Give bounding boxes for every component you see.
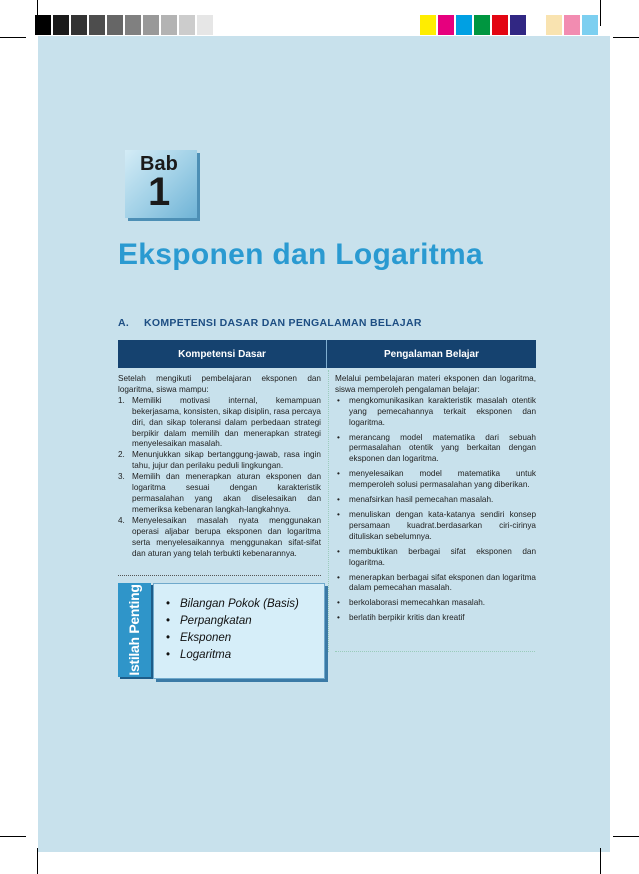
crop-mark [0,836,26,837]
kompetensi-item [118,516,321,560]
item-text: berlatih berpikir kritis dan kreatif [349,613,465,623]
color-swatch [528,15,544,35]
istilah-text: Perpangkatan [180,615,252,627]
item-number: 3. [118,472,125,482]
item-number: 2. [118,450,125,460]
header-pengalaman-belajar: Pengalaman Belajar [383,348,480,360]
istilah-item [166,630,299,647]
gray-swatch [53,15,69,35]
color-swatch [438,15,454,35]
section-heading [118,317,422,329]
bullet-icon: • [166,649,171,661]
istilah-item [166,596,299,613]
crop-mark [613,37,639,38]
pengalaman-item [335,495,536,506]
color-swatch [546,15,562,35]
pengalaman-item [335,613,536,624]
gray-swatch [161,15,177,35]
gray-swatch [179,15,195,35]
item-text: menuliskan dengan kata-katanya sendiri konsep persamaan kuadrat.berdasarkan ciri-cirinya dituliskan sebelumnya. [349,509,536,541]
column-separator [118,575,321,576]
column-end-line [335,651,535,652]
item-text: menafsirkan hasil pemecahan masalah. [349,495,494,505]
istilah-text: Eksponen [180,632,232,644]
crop-mark [613,836,639,837]
header-kompetensi-dasar: Kompetensi Dasar [118,340,327,368]
bullet-icon: • [337,432,340,442]
gray-swatch [89,15,105,35]
istilah-penting-box [153,583,325,679]
kompetensi-list [118,396,321,560]
istilah-text: Logaritma [180,649,232,661]
crop-mark [600,848,601,874]
kompetensi-dasar-column [118,374,321,559]
item-text: menerapkan berbagai sifat eksponen dan logaritma dalam pemecahan masalah. [349,572,536,593]
kompetensi-intro: Setelah mengikuti pembelajaran eksponen dan logaritma, siswa mampu: [118,374,321,394]
istilah-penting-tab [118,583,151,677]
item-text: mengkomunikasikan karakteristik masalah otentik yang pemecahannya terkait eksponen dan logaritma. [349,395,536,427]
crop-mark [0,37,26,38]
bullet-icon: • [166,632,171,644]
pengalaman-item [335,510,536,543]
item-text: merancang model matematika dari sebuah permasalahan otentik yang berkaitan dengan eksponen dan logaritma. [349,432,536,464]
color-swatch [492,15,508,35]
kompetensi-item [118,396,321,451]
color-swatch [456,15,472,35]
istilah-penting-label: Istilah Penting [126,584,142,676]
chapter-number: 1 [148,170,171,214]
pengalaman-list [335,396,536,624]
color-swatch [510,15,526,35]
section-letter: A. [118,317,130,329]
color-registration-bar [420,15,600,35]
item-text: membuktikan berbagai sifat eksponen dan logaritma. [349,546,536,567]
color-swatch [474,15,490,35]
color-swatch [564,15,580,35]
chapter-label: Bab [140,153,178,175]
item-text: Menyelesaikan masalah nyata menggunakan operasi aljabar berupa eksponen dan logaritma serta menyelesaikannya menggunakan sifat-sifat dan aturan yang telah terbukti kebenarannya. [132,515,321,558]
pengalaman-intro: Melalui pembelajaran materi eksponen dan logaritma, siswa memperoleh pengalaman belajar: [335,374,536,394]
color-swatch [420,15,436,35]
item-text: Memilih dan menerapkan aturan eksponen dan logaritma sesuai dengan karakteristik permasalahan yang akan diselesaikan dan memeriksa kebenaran langkah-langkahnya. [132,472,321,514]
bullet-icon: • [337,546,340,556]
crop-mark [600,0,601,26]
bullet-icon: • [337,613,340,623]
grayscale-registration-bar [35,15,215,35]
pengalaman-item [335,573,536,595]
bullet-icon: • [337,598,340,608]
pengalaman-item [335,469,536,491]
item-text: Menunjukkan sikap bertanggung-jawab, rasa ingin tahu, jujur dan perilaku peduli lingkungan. [132,450,321,471]
kompetensi-item [118,472,321,516]
bullet-icon: • [166,598,171,610]
gray-swatch [71,15,87,35]
pengalaman-item [335,433,536,466]
kompetensi-item [118,450,321,472]
istilah-item [166,613,299,630]
bullet-icon: • [337,395,340,405]
bullet-icon: • [166,615,171,627]
chapter-title: Eksponen dan Logaritma [118,238,483,271]
gray-swatch [125,15,141,35]
pengalaman-item [335,396,536,429]
item-text: berkolaborasi memecahkan masalah. [349,598,486,608]
istilah-list [166,596,299,664]
column-divider [328,370,329,652]
bullet-icon: • [337,572,340,582]
pengalaman-belajar-column [335,374,536,628]
item-number: 1. [118,395,125,405]
item-number: 4. [118,515,125,525]
gray-swatch [143,15,159,35]
color-swatch [582,15,598,35]
bullet-icon: • [337,509,340,519]
gray-swatch [197,15,213,35]
crop-mark [37,848,38,874]
istilah-item [166,647,299,664]
item-text: Memiliki motivasi internal, kemampuan bekerjasama, konsisten, sikap disiplin, rasa percaya diri, dan sikap toleransi dalam perbedaan strategi berpikir dalam memilih dan menerapkan strategi menyelesaikan masalah. [132,395,321,449]
section-heading-text: KOMPETENSI DASAR DAN PENGALAMAN BELAJAR [144,317,422,329]
pengalaman-item [335,598,536,609]
pengalaman-item [335,547,536,569]
crop-mark [37,0,38,26]
gray-swatch [107,15,123,35]
table-header [118,340,536,368]
item-text: menyelesaikan model matematika untuk memperoleh solusi permasalahan yang diberikan. [349,469,536,490]
bullet-icon: • [337,469,340,479]
istilah-text: Bilangan Pokok (Basis) [180,598,299,610]
bullet-icon: • [337,495,340,505]
